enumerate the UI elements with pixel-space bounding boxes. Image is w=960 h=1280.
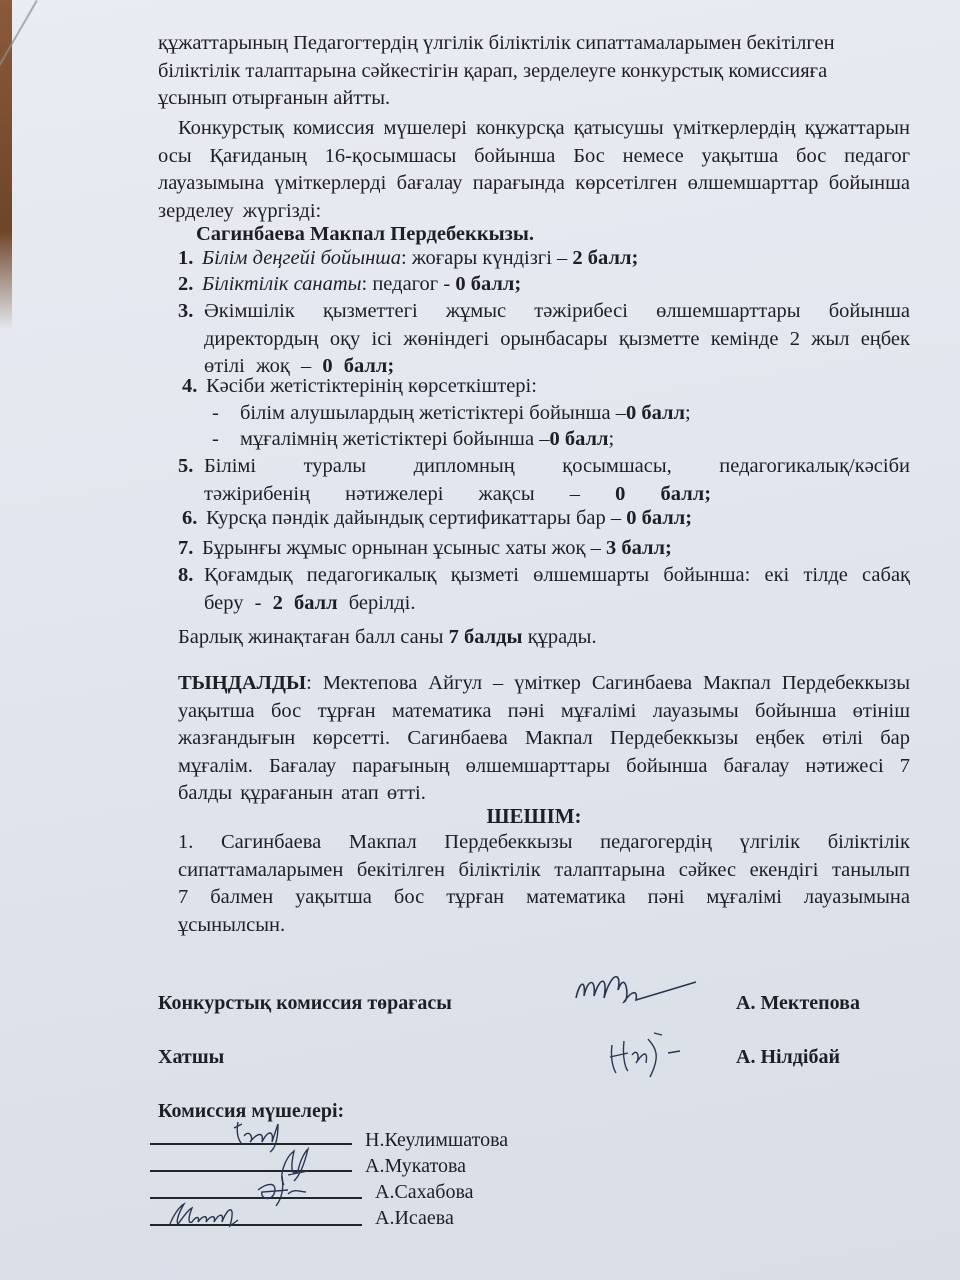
members-label: Комиссия мүшелері: <box>158 1100 345 1122</box>
intro-line: құжаттарының Педагогтердің үлгілік біліктілік сипаттамаларымен бекітілген <box>158 32 835 54</box>
sub-item-dash: - <box>212 428 219 450</box>
intro-paragraph <box>158 30 910 113</box>
criterion-text: Курсқа пәндік дайындық сертификаттары бар – <box>206 507 627 529</box>
member-signature <box>166 1196 276 1232</box>
sub-item-2 <box>212 426 614 454</box>
criterion-8 <box>178 562 910 618</box>
secretary-name: А. Нілдібай <box>736 1046 840 1068</box>
member-name: Н.Кеулимшатова <box>365 1129 509 1151</box>
criterion-after: берілді. <box>337 591 416 614</box>
criterion-number: 7. <box>178 537 194 559</box>
criterion-number: 4. <box>182 375 198 397</box>
criterion-score: 0 балл; <box>455 273 522 295</box>
criterion-3 <box>178 298 910 382</box>
total-score-line <box>178 624 597 652</box>
total-after: құрады. <box>522 626 597 648</box>
criterion-score: 0 балл; <box>322 355 395 377</box>
criterion-number: 3. <box>178 300 194 322</box>
criterion-number: 8. <box>178 564 194 586</box>
review-paragraph: Конкурстық комиссия мүшелері конкурсқа қатысушы үміткерлердің құжаттарын осы Қағиданың 16-қосымшасы бойынша Бос немесе уақытша бос педагог лауазымына үміткерлерді бағалау парағында көрсетілген өлшемшарттар бойынша зерделеу жүргізді: <box>158 117 910 222</box>
criterion-score: 0 балл; <box>626 507 693 529</box>
criterion-number: 2. <box>178 273 194 295</box>
criterion-text: Білімі туралы дипломның қосымшасы, педагогикалық/кәсіби тәжірибенің нәтижелері жақсы – <box>204 455 910 505</box>
criterion-number: 6. <box>182 507 198 529</box>
chair-name: А. Мектепова <box>736 992 860 1014</box>
total-score: 7 балды <box>448 626 523 648</box>
criterion-score: 2 балл; <box>572 247 639 269</box>
criterion-1 <box>178 245 910 273</box>
criterion-text: : жоғары күндізгі – <box>401 247 573 269</box>
criterion-2 <box>178 271 910 299</box>
total-text: Барлық жинақтаған балл саны <box>178 626 449 648</box>
heard-text: : Мектепова Айгул – үміткер Сагинбаева Макпал Пердебеккызы уақытша бос тұрған математика пәні мұғалімі лауазымы бойынша өтініш жазғандығын көрсетті. Сагинбаева Макпал Пердебеккызы еңбек өтілі бар мұғалім. Бағалау парағының өлшемшарттары бойынша бағалау нәтижесі 7 балды құрағанын атап өтті. <box>178 672 910 804</box>
decision-heading: ШЕШІМ: <box>486 804 582 828</box>
criterion-score: 3 балл; <box>605 537 672 559</box>
sub-item-text: мұғалімнің жетістіктері бойынша – <box>240 428 550 450</box>
criterion-score: 2 балл <box>272 591 338 614</box>
sub-item-punct: ; <box>685 402 691 424</box>
decision-paragraph: 1. Сагинбаева Макпал Пердебеккызы педагогердің үлгілік біліктілік сипаттамаларымен бекітілген біліктілік талаптарына сәйкес екендігі танылып 7 балмен уақытша бос тұрған математика пәні мұғалімі лауазымына ұсынылсын. <box>178 831 910 936</box>
criterion-text: Қоғамдық педагогикалық қызметі өлшемшарты бойынша: екі тілде сабақ беру - <box>204 564 910 614</box>
criterion-text: Әкімшілік қызметтегі жұмыс тәжірибесі өлшемшарттары бойынша директордың оқу ісі жөніндегі орынбасары қызметте кемінде 2 жыл еңбек өтілі жоқ – <box>204 300 910 377</box>
member-name: А.Сахабова <box>375 1181 474 1203</box>
criterion-score: 0 балл; <box>615 482 712 505</box>
criterion-number: 5. <box>178 455 194 477</box>
criterion-number: 1. <box>178 247 194 269</box>
member-name: А.Мукатова <box>365 1155 467 1177</box>
heard-paragraph <box>178 670 910 808</box>
sub-item-punct: ; <box>608 428 615 450</box>
sub-item-1 <box>212 400 691 428</box>
secretary-signature <box>604 1025 704 1085</box>
sub-item-score: 0 балл <box>549 428 609 450</box>
intro-line: біліктілік талаптарына сәйкестігін қарап, зерделеуге конкурстық комиссияға <box>158 59 828 82</box>
intro-line: ұсынып отырғанын айтты. <box>158 87 391 109</box>
candidate-name: Сагинбаева Макпал Пердебеккызы. <box>196 223 535 245</box>
chair-label: Конкурстық комиссия төрағасы <box>158 992 452 1014</box>
secretary-label: Хатшы <box>158 1046 225 1068</box>
criterion-4 <box>182 373 910 401</box>
heard-label: ТЫҢДАЛДЫ <box>178 672 307 694</box>
criterion-7 <box>178 535 910 563</box>
sub-item-dash: - <box>212 402 219 424</box>
member-name: А.Исаева <box>375 1207 454 1229</box>
sub-item-score: 0 балл <box>625 402 686 424</box>
chair-signature <box>568 960 708 1015</box>
criterion-6 <box>182 505 910 533</box>
criterion-5 <box>178 453 910 509</box>
criterion-label: Білім деңгейі бойынша <box>202 247 402 269</box>
criterion-text: : педагог - <box>361 273 456 295</box>
sub-item-text: білім алушылардың жетістіктері бойынша – <box>240 402 626 424</box>
criterion-label: Біліктілік санаты <box>202 273 362 295</box>
criterion-text: Бұрынғы жұмыс орнынан ұсыныс хаты жоқ – <box>202 537 606 559</box>
criterion-text: Кәсіби жетістіктерінің көрсеткіштері: <box>206 375 537 397</box>
